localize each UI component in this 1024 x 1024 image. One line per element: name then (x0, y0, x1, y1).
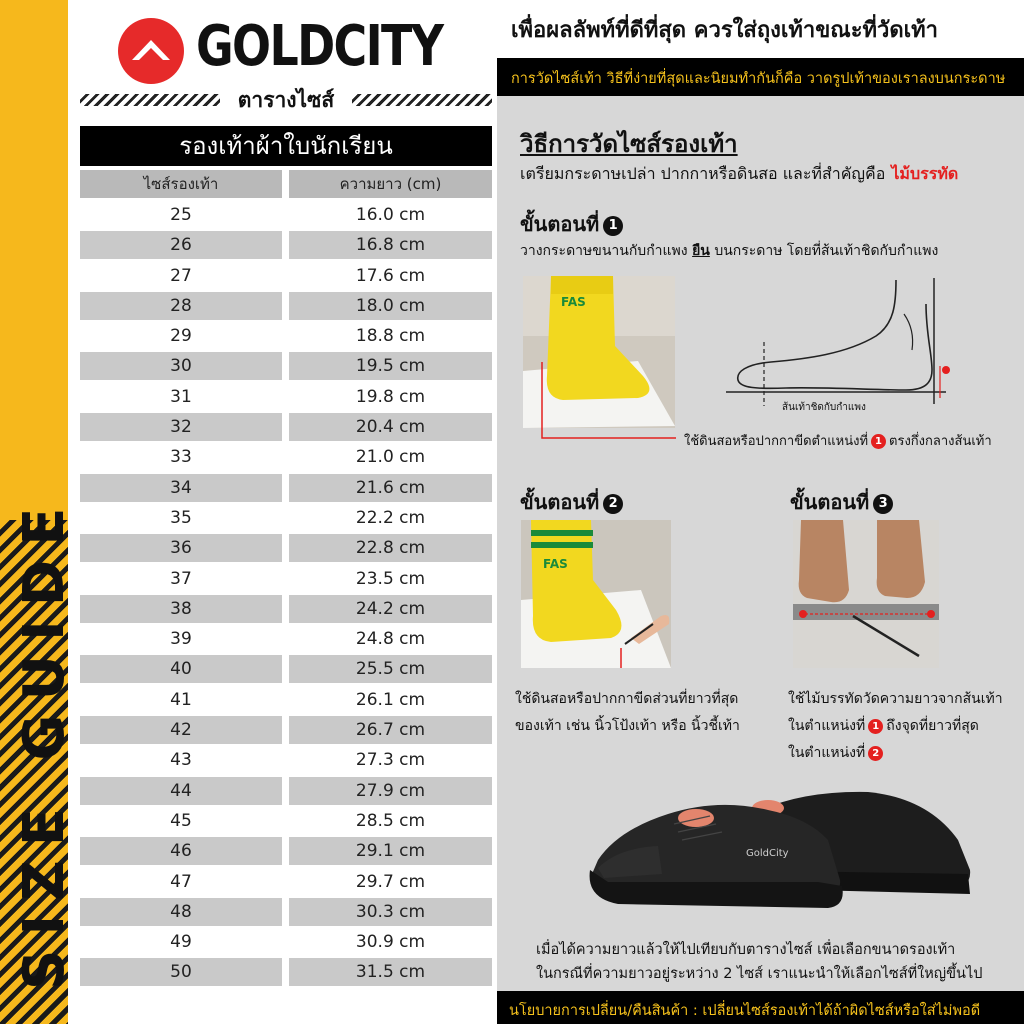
hatch-left (80, 94, 220, 106)
size-table-body (80, 200, 492, 988)
step3-number2-icon: 2 (868, 746, 883, 761)
length-cell: 31.5 cm (289, 958, 492, 986)
brand-subtitle: ตารางไซส์ (237, 88, 335, 112)
length-cell: 21.0 cm (289, 443, 492, 471)
size-cell: 34 (80, 474, 282, 502)
table-row (80, 200, 492, 230)
table-row (80, 867, 492, 897)
length-cell: 17.6 cm (289, 262, 492, 290)
section-title: วิธีการวัดไซส์รองเท้า (520, 130, 738, 158)
length-cell: 27.3 cm (289, 746, 492, 774)
size-cell: 25 (80, 201, 282, 229)
brand-subtitle-bar (80, 84, 492, 114)
length-cell: 24.8 cm (289, 625, 492, 653)
svg-text:FAS: FAS (543, 557, 568, 571)
length-cell: 18.0 cm (289, 292, 492, 320)
length-cell: 28.5 cm (289, 807, 492, 835)
table-row (80, 927, 492, 957)
headline-area (497, 0, 1024, 58)
pencil-note-a: ใช้ดินสอหรือปากกาขีดตำแหน่งที่ (684, 434, 869, 449)
length-cell: 30.9 cm (289, 928, 492, 956)
brand-header (118, 12, 448, 82)
size-cell: 43 (80, 746, 282, 774)
size-cell: 39 (80, 625, 282, 653)
length-cell: 27.9 cm (289, 777, 492, 805)
table-row (80, 897, 492, 927)
table-row (80, 806, 492, 836)
table-row (80, 957, 492, 987)
step3-line2 (788, 713, 1003, 740)
step2-line1: ใช้ดินสอหรือปากกาขีดส่วนที่ยาวที่สุด (515, 691, 739, 707)
table-row (80, 594, 492, 624)
step3-photo (793, 520, 939, 668)
size-cell: 45 (80, 807, 282, 835)
step1-desc-b: ยืน (692, 243, 710, 259)
side-title-holder (12, 20, 77, 990)
size-cell: 30 (80, 352, 282, 380)
step2-number-icon: 2 (603, 494, 623, 514)
table-row (80, 291, 492, 321)
length-cell: 25.5 cm (289, 655, 492, 683)
step3-line2b: ถึงจุดที่ยาวที่สุด (886, 718, 979, 734)
size-cell: 42 (80, 716, 282, 744)
size-cell: 37 (80, 565, 282, 593)
prep-main: เตรียมกระดาษเปล่า ปากกาหรือดินสอ และที่สำคัญคือ (520, 164, 886, 183)
size-cell: 36 (80, 534, 282, 562)
return-policy: นโยบายการเปลี่ยน/คืนสินค้า : เปลี่ยนไซส์รองเท้าได้ถ้าผิดไซส์หรือใส่ไม่พอดี (509, 1003, 981, 1019)
table-row (80, 654, 492, 684)
table-row (80, 473, 492, 503)
step1-label: ขั้นตอนที่ (520, 212, 600, 236)
size-cell: 31 (80, 383, 282, 411)
length-cell: 29.7 cm (289, 868, 492, 896)
size-cell: 44 (80, 777, 282, 805)
step2-title (520, 486, 623, 518)
intro-text: การวัดไซส์เท้า วิธีที่ง่ายที่สุดและนิยมทำกันก็คือ วาดรูปเท้าของเราลงบนกระดาษ (511, 71, 1006, 87)
table-row (80, 382, 492, 412)
side-banner (0, 0, 77, 1024)
table-row (80, 624, 492, 654)
length-cell: 22.8 cm (289, 534, 492, 562)
hatch-right (352, 94, 492, 106)
school-shoe-image (578, 770, 978, 920)
table-row (80, 836, 492, 866)
step3-line1: ใช้ไม้บรรทัดวัดความยาวจากส้นเท้า (788, 691, 1003, 707)
length-cell: 24.2 cm (289, 595, 492, 623)
prep-text (520, 162, 958, 187)
table-row (80, 261, 492, 291)
table-row (80, 442, 492, 472)
step3-number1-icon: 1 (868, 719, 883, 734)
table-row (80, 745, 492, 775)
size-cell: 50 (80, 958, 282, 986)
table-title: รองเท้าผ้าใบนักเรียน (80, 126, 492, 166)
pencil-note-number-icon: 1 (871, 434, 886, 449)
length-cell: 26.1 cm (289, 686, 492, 714)
step3-line3a: ในตำแหน่งที่ (788, 745, 866, 761)
pointer-line (540, 360, 680, 440)
size-cell: 33 (80, 443, 282, 471)
headline: เพื่อผลลัพท์ที่ดีที่สุด ควรใส่ถุงเท้าขณะที่วัดเท้า (511, 18, 939, 43)
bottom-line1: เมื่อได้ความยาวแล้วให้ไปเทียบกับตารางไซส์ เพื่อเลือกขนาดรองเท้า (536, 942, 956, 958)
size-cell: 49 (80, 928, 282, 956)
svg-text:FAS: FAS (561, 295, 586, 309)
length-cell: 19.5 cm (289, 352, 492, 380)
column-header-size: ไซส์รองเท้า (80, 170, 282, 198)
svg-text:GoldCity: GoldCity (746, 848, 789, 859)
bottom-line2: ในกรณีที่ความยาวอยู่ระหว่าง 2 ไซส์ เราแนะนำให้เลือกไซส์ที่ใหญ่ขึ้นไป (536, 966, 983, 982)
table-row (80, 776, 492, 806)
size-cell: 47 (80, 868, 282, 896)
length-cell: 18.8 cm (289, 322, 492, 350)
step1-desc-a: วางกระดาษขนานกับกำแพง (520, 243, 688, 259)
table-row (80, 351, 492, 381)
size-cell: 28 (80, 292, 282, 320)
size-cell: 41 (80, 686, 282, 714)
step2-label: ขั้นตอนที่ (520, 490, 600, 514)
size-cell: 29 (80, 322, 282, 350)
bottom-note (536, 938, 982, 986)
size-cell: 35 (80, 504, 282, 532)
step3-line2a: ในตำแหน่งที่ (788, 718, 866, 734)
side-title: SIZE GUIDE (12, 493, 77, 990)
length-cell: 29.1 cm (289, 837, 492, 865)
length-cell: 20.4 cm (289, 413, 492, 441)
pencil-note (684, 430, 992, 451)
step3-label: ขั้นตอนที่ (790, 490, 870, 514)
size-cell: 26 (80, 231, 282, 259)
table-row (80, 503, 492, 533)
heel-note: ส้นเท้าชิดกับกำแพง (782, 402, 866, 413)
length-cell: 19.8 cm (289, 383, 492, 411)
size-cell: 48 (80, 898, 282, 926)
step2-photo (521, 520, 671, 668)
table-row (80, 230, 492, 260)
brand-logo-icon (118, 18, 184, 84)
prep-highlight: ไม้บรรทัด (891, 164, 959, 183)
table-row (80, 412, 492, 442)
length-cell: 16.0 cm (289, 201, 492, 229)
footer-band (497, 991, 1024, 1024)
length-cell: 23.5 cm (289, 565, 492, 593)
table-row (80, 533, 492, 563)
pencil-note-b: ตรงกึ่งกลางส้นเท้า (889, 434, 992, 449)
column-header-length: ความยาว (cm) (289, 170, 492, 198)
table-row (80, 321, 492, 351)
size-cell: 27 (80, 262, 282, 290)
table-row (80, 715, 492, 745)
size-cell: 46 (80, 837, 282, 865)
length-cell: 22.2 cm (289, 504, 492, 532)
step3-title (790, 486, 893, 518)
length-cell: 30.3 cm (289, 898, 492, 926)
length-cell: 16.8 cm (289, 231, 492, 259)
table-row (80, 564, 492, 594)
table-row (80, 685, 492, 715)
step3-number-icon: 3 (873, 494, 893, 514)
step2-line2: ของเท้า เช่น นิ้วโป้งเท้า หรือ นิ้วชี้เท้า (515, 718, 740, 734)
step1-desc-c: บนกระดาษ โดยที่ส้นเท้าชิดกับกำแพง (714, 243, 939, 259)
step3-line3 (788, 740, 1003, 767)
size-cell: 32 (80, 413, 282, 441)
length-cell: 21.6 cm (289, 474, 492, 502)
step1-description (520, 240, 938, 262)
step1-title (520, 208, 623, 240)
step2-description (515, 686, 740, 740)
step1-number-icon: 1 (603, 216, 623, 236)
size-cell: 38 (80, 595, 282, 623)
step3-description (788, 686, 1003, 767)
intro-band (497, 58, 1024, 96)
length-cell: 26.7 cm (289, 716, 492, 744)
size-cell: 40 (80, 655, 282, 683)
brand-name: GOLDCITY (196, 14, 443, 79)
